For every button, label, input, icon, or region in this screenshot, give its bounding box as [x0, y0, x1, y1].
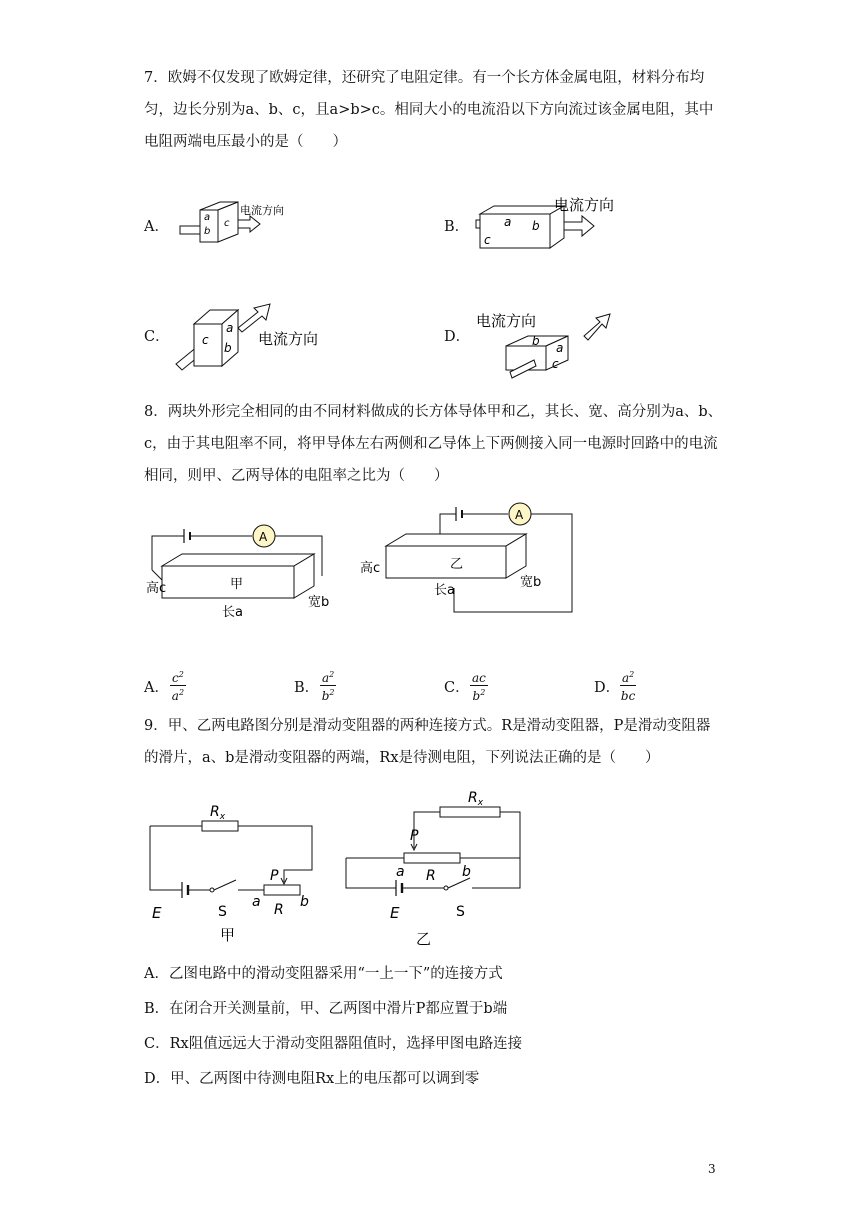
ammeter-label: A [515, 508, 524, 522]
switch-label: S [218, 904, 227, 920]
q9-choice-c: C．Rx阻值远远大于滑动变阻器阻值时，选择甲图电路连接 [144, 1036, 523, 1052]
edge-a-label: a [204, 212, 211, 223]
battery-label: E [390, 904, 400, 922]
conductor-jia-label: 甲 [230, 577, 244, 592]
edge-b-label: b [532, 334, 540, 348]
slider-label: P [410, 828, 419, 844]
current-direction-label: 电流方向 [554, 196, 615, 214]
rheostat-label: R [274, 902, 284, 918]
end-a-label: a [252, 894, 261, 910]
rx-label: $R_x$ [210, 804, 226, 822]
circuit-jia-caption: 甲 [220, 926, 236, 944]
q7-option-b-label: B． [444, 219, 470, 235]
current-direction-label: 电流方向 [258, 330, 319, 348]
switch-label: S [456, 904, 465, 920]
q9-choice-b: B．在闭合开关测量前，甲、乙两图中滑片P都应置于b端 [144, 1001, 508, 1017]
q8-figure-jia [144, 516, 344, 624]
question-9-stem: 9．甲、乙两电路图分别是滑动变阻器的两种连接方式。R是滑动变阻器，P是滑动变阻器的滑片，a、b是滑动变阻器的两端，Rx是待测电阻，下列说法正确的是（ ） [144, 718, 711, 766]
q9-choice-a: A．乙图电路中的滑动变阻器采用“一上一下”的连接方式 [144, 966, 503, 982]
q8-figure-yi [358, 500, 588, 616]
rheostat-label: R [426, 868, 436, 884]
edge-c-label: c [202, 333, 209, 347]
length-label: 长a [434, 583, 455, 598]
current-direction-label: 电流方向 [240, 204, 284, 217]
conductor-yi-label: 乙 [450, 557, 464, 572]
q8-option-d-label: D． [594, 680, 621, 696]
height-label: 高c [146, 581, 167, 596]
edge-a-label: a [226, 321, 234, 335]
edge-b-label: b [532, 219, 540, 233]
width-label: 宽b [308, 595, 330, 610]
question-8-stem: 8．两块外形完全相同的由不同材料做成的长方体导体甲和乙，其长、宽、高分别为a、b、c，由于其电阻率不同，将甲导体左右两侧和乙导体上下两侧接入同一电源时回路中的电流相同，则甲、乙两导体的电阻率之比为（ ） [144, 404, 723, 484]
question-7-stem: 7．欧姆不仅发现了欧姆定律，还研究了电阻定律。有一个长方体金属电阻，材料分布均匀，边长分别为a、b、c，且a>b>c。相同大小的电流沿以下方向流过该金属电阻，其中电阻两端电压最小的是（ ） [144, 70, 714, 150]
q8-option-b-label: B． [294, 680, 320, 696]
q8-option-d-fraction: $\frac{a^2}{bc}$ [620, 670, 636, 703]
q7-option-a-figure [176, 196, 316, 252]
current-direction-label: 电流方向 [476, 312, 537, 330]
q8-option-c-label: C． [444, 680, 470, 696]
slider-label: P [270, 868, 279, 884]
q7-option-b-figure [470, 188, 670, 258]
q8-option-a-fraction: $\frac{c^2}{a^2}$ [171, 670, 185, 703]
q9-circuit-yi [340, 778, 536, 948]
q7-option-c-label: C． [144, 329, 170, 345]
edge-b-label: b [204, 226, 211, 237]
end-b-label: b [462, 864, 471, 880]
rx-label: $R_x$ [468, 790, 484, 808]
end-b-label: b [300, 894, 309, 910]
end-a-label: a [396, 864, 405, 880]
q8-option-a-label: A． [144, 680, 169, 696]
q7-option-c-figure [172, 298, 362, 376]
q8-option-b-fraction: $\frac{a^2}{b^2}$ [321, 670, 335, 703]
q9-circuit-jia [144, 798, 324, 946]
q7-option-a-label: A． [144, 219, 169, 235]
edge-c-label: c [484, 233, 491, 247]
edge-c-label: c [224, 218, 230, 229]
q9-choice-d: D．甲、乙两图中待测电阻Rx上的电压都可以调到零 [144, 1071, 480, 1087]
q7-option-d-figure [472, 308, 622, 384]
edge-b-label: b [224, 341, 232, 355]
height-label: 高c [360, 561, 381, 576]
length-label: 长a [222, 605, 243, 620]
page-number: 3 [708, 1162, 716, 1176]
edge-c-label: c [552, 357, 559, 371]
q7-option-d-label: D． [444, 329, 471, 345]
edge-a-label: a [504, 215, 512, 229]
battery-label: E [152, 904, 162, 922]
edge-a-label: a [556, 341, 564, 355]
width-label: 宽b [520, 575, 542, 590]
circuit-yi-caption: 乙 [416, 930, 432, 948]
q8-option-c-fraction: $\frac{ac}{b^2}$ [470, 668, 488, 703]
ammeter-label: A [259, 530, 268, 544]
